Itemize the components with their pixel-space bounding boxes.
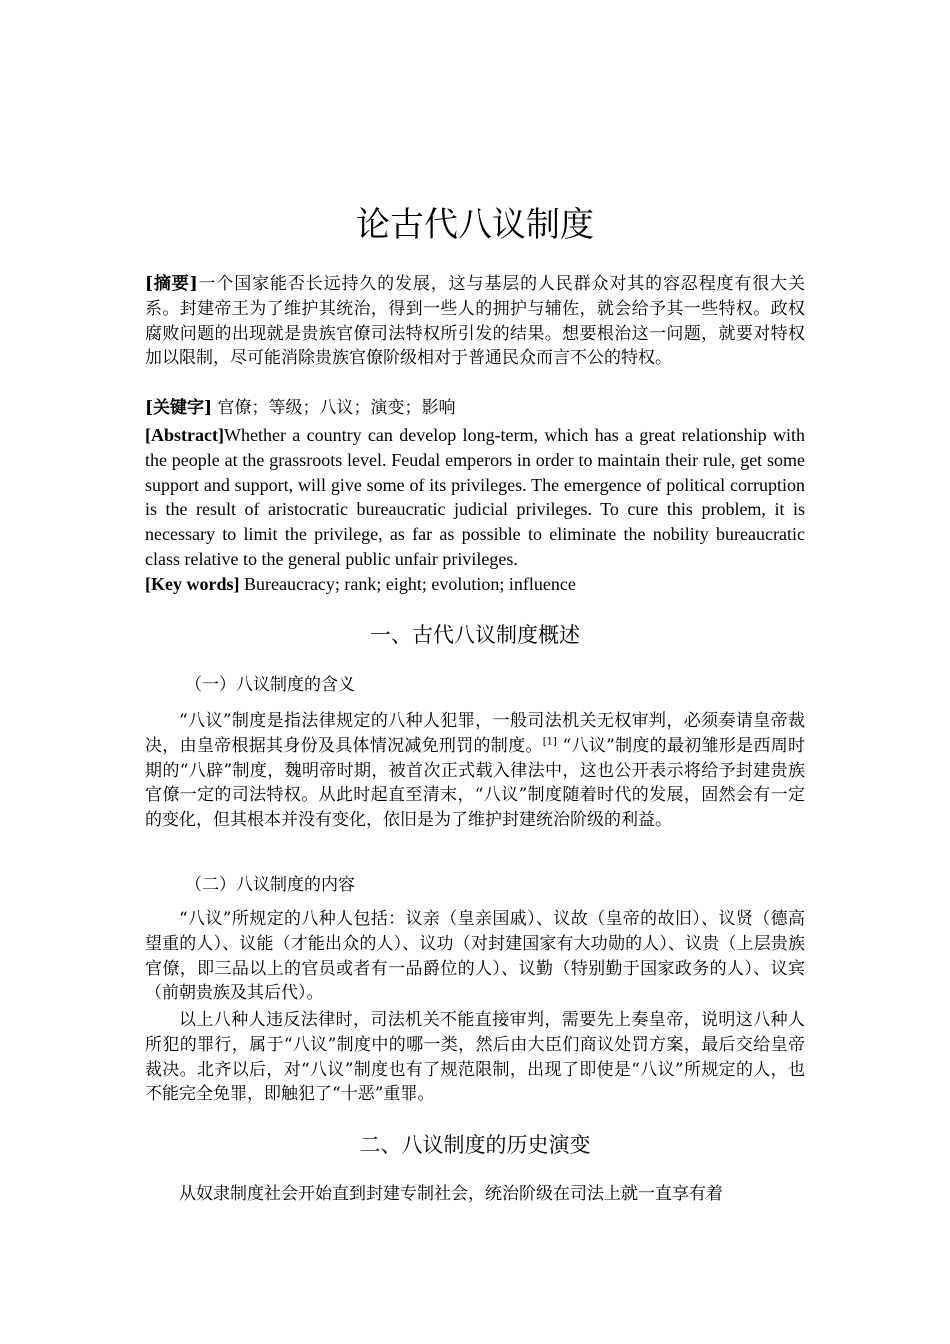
abstract-chinese-text: 一个国家能否长远持久的发展，这与基层的人民群众对其的容忍程度有很大关系。封建帝王为了维护其统治，得到一些人的拥护与辅佐，就会给予其一些特权。政权腐败问题的出现就是贵族官僚司法特权所引发的结果。想要根治这一问题，就要对特权加以限制，尽可能消除贵族官僚阶级相对于普通民众而言不公的特权。: [145, 274, 806, 369]
abstract-english-label: [Abstract]: [145, 425, 224, 445]
subsection-2-paragraph-1: “八议”所规定的八种人包括：议亲（皇亲国戚）、议故（皇帝的故旧）、议贤（德高望重的人）、议能（才能出众的人）、议功（对封建国家有大功勋的人）、议贵（上层贵族官僚，即三品以上的官员或者有一品爵位的人）、议勤（特别勤于国家政务的人）、议宾（前朝贵族及其后代）。: [145, 909, 805, 1004]
section-1-heading: 一、古代八议制度概述: [370, 623, 580, 647]
abstract-chinese: [145, 272, 805, 371]
footnote-reference[interactable]: [1]: [542, 736, 557, 748]
subsection-2-heading: （二）八议制度的内容: [185, 875, 355, 895]
abstract-chinese-label: [摘要]: [145, 274, 198, 294]
keywords-chinese-label: [关键字]: [145, 398, 213, 418]
subsection-2-paragraph-2: 以上八种人违反法律时，司法机关不能直接审判，需要先上奏皇帝，说明这八种人所犯的罪行，属于“八议”制度中的哪一类，然后由大臣们商议处罚方案，最后交给皇帝裁决。北齐以后，对“八议”制度也有了规范限制，出现了即使是“八议”所规定的人，也不能完全免罪，即触犯了“十恶”重罪。: [145, 1010, 805, 1105]
paragraph-text: “八议”制度是指法律规定的八种人犯罪，一般司法机关无权审判，必须奏请皇帝裁决，由皇帝根据其身份及具体情况减免刑罚的制度。: [145, 711, 805, 756]
section-2-paragraph-1: 从奴隶制度社会开始直到封建专制社会，统治阶级在司法上就一直享有着: [179, 1184, 723, 1204]
abstract-english-text: Whether a country can develop long-term, which has a great relationship with the people at the grassroots level. Feudal emperors in order to maintain their rule, get some support and support, will give some of its privileges. The emergence of political corruption is the result of aristocratic bureaucratic judicial privileges. To cure this problem, it is necessary to limit the privilege, as far as possible to eliminate the nobility bureaucratic class relative to the general public unfair privileges.: [145, 425, 805, 569]
keywords-chinese-text: 官僚；等级；八议；演变；影响: [217, 398, 456, 418]
paragraph-text: “八议”制度的最初雏形是西周时期的“八辟”制度，魏明帝时期，被首次正式载入律法中，这也公开表示将给予封建贵族官僚一定的司法特权。从此时起直至清末，“八议”制度随着时代的发展，固然会有一定的变化，但其根本并没有变化，依旧是为了维护封建统治阶级的利益。: [145, 735, 805, 831]
abstract-english: [145, 423, 805, 572]
subsection-1-paragraph: [145, 709, 805, 833]
subsection-1-heading: （一）八议制度的含义: [185, 675, 355, 695]
document-title: 论古代八议制度: [356, 205, 594, 245]
section-2-heading: 二、八议制度的历史演变: [359, 1133, 591, 1157]
keywords-chinese: [145, 396, 805, 421]
keywords-english: [145, 572, 805, 597]
keywords-english-text: Bureaucracy; rank; eight; evolution; influence: [239, 574, 576, 594]
keywords-english-label: [Key words]: [145, 574, 240, 594]
